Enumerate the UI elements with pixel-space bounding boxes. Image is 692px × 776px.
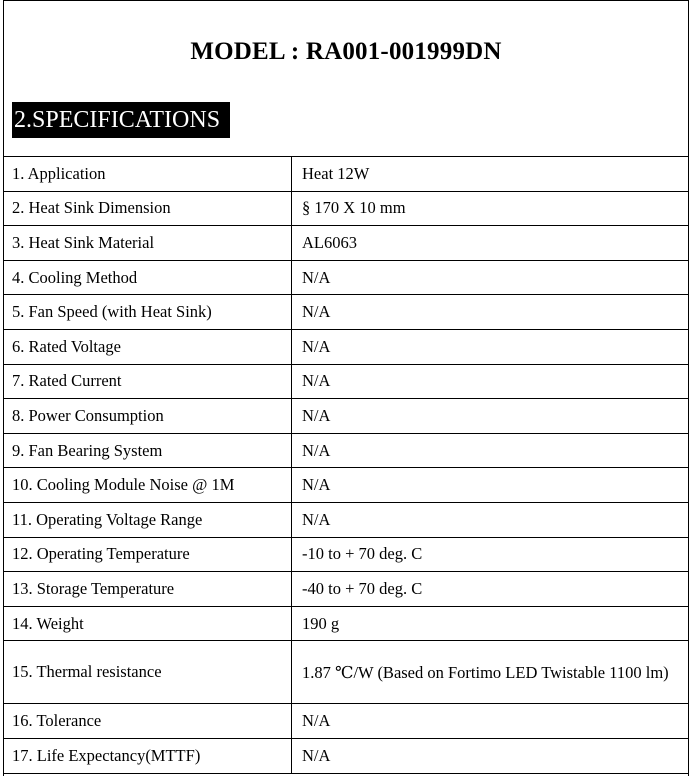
spec-value: § 170 X 10 mm	[292, 191, 689, 226]
table-row	[4, 329, 689, 364]
table-row	[4, 260, 689, 295]
spec-value: -40 to + 70 deg. C	[292, 572, 689, 607]
table-row	[4, 738, 689, 773]
spec-label: 12. Operating Temperature	[4, 537, 292, 572]
table-row	[4, 226, 689, 261]
spec-value: N/A	[292, 738, 689, 773]
spec-label: 1. Application	[4, 157, 292, 192]
spec-value: N/A	[292, 468, 689, 503]
spec-value: -10 to + 70 deg. C	[292, 537, 689, 572]
spec-value: AL6063	[292, 226, 689, 261]
spec-value: N/A	[292, 433, 689, 468]
spec-value: N/A	[292, 704, 689, 739]
spec-label: 3. Heat Sink Material	[4, 226, 292, 261]
spec-label: 15. Thermal resistance	[4, 641, 292, 704]
table-row	[4, 606, 689, 641]
spec-label: 14. Weight	[4, 606, 292, 641]
spec-value-cell	[292, 641, 689, 704]
specifications-table	[3, 156, 689, 774]
table-row	[4, 191, 689, 226]
spec-value: 190 g	[292, 606, 689, 641]
table-row	[4, 157, 689, 192]
table-row	[4, 704, 689, 739]
table-row	[4, 537, 689, 572]
spec-value: N/A	[292, 295, 689, 330]
spec-label: 11. Operating Voltage Range	[4, 502, 292, 537]
spec-label: 9. Fan Bearing System	[4, 433, 292, 468]
table-row	[4, 572, 689, 607]
table-row	[4, 364, 689, 399]
model-title: MODEL : RA001-001999DN	[190, 38, 502, 65]
table-row	[4, 468, 689, 503]
table-row	[4, 295, 689, 330]
spec-label: 7. Rated Current	[4, 364, 292, 399]
spec-value: 1.87 ℃/W (Based on Fortimo LED Twistable 1100 lm)	[302, 662, 669, 682]
spec-label: 4. Cooling Method	[4, 260, 292, 295]
spec-label: 17. Life Expectancy(MTTF)	[4, 738, 292, 773]
spec-label: 6. Rated Voltage	[4, 329, 292, 364]
spec-value: N/A	[292, 502, 689, 537]
spec-label: 16. Tolerance	[4, 704, 292, 739]
table-row	[4, 433, 689, 468]
spec-label: 5. Fan Speed (with Heat Sink)	[4, 295, 292, 330]
spec-label: 10. Cooling Module Noise @ 1M	[4, 468, 292, 503]
table-row	[4, 399, 689, 434]
spec-value: N/A	[292, 329, 689, 364]
spec-value: N/A	[292, 260, 689, 295]
spec-value: N/A	[292, 399, 689, 434]
section-heading: 2.SPECIFICATIONS	[12, 102, 230, 138]
spec-label: 8. Power Consumption	[4, 399, 292, 434]
spec-label: 13. Storage Temperature	[4, 572, 292, 607]
table-row	[4, 641, 689, 704]
spec-label: 2. Heat Sink Dimension	[4, 191, 292, 226]
spec-value: Heat 12W	[292, 157, 689, 192]
spec-value: N/A	[292, 364, 689, 399]
table-row	[4, 502, 689, 537]
